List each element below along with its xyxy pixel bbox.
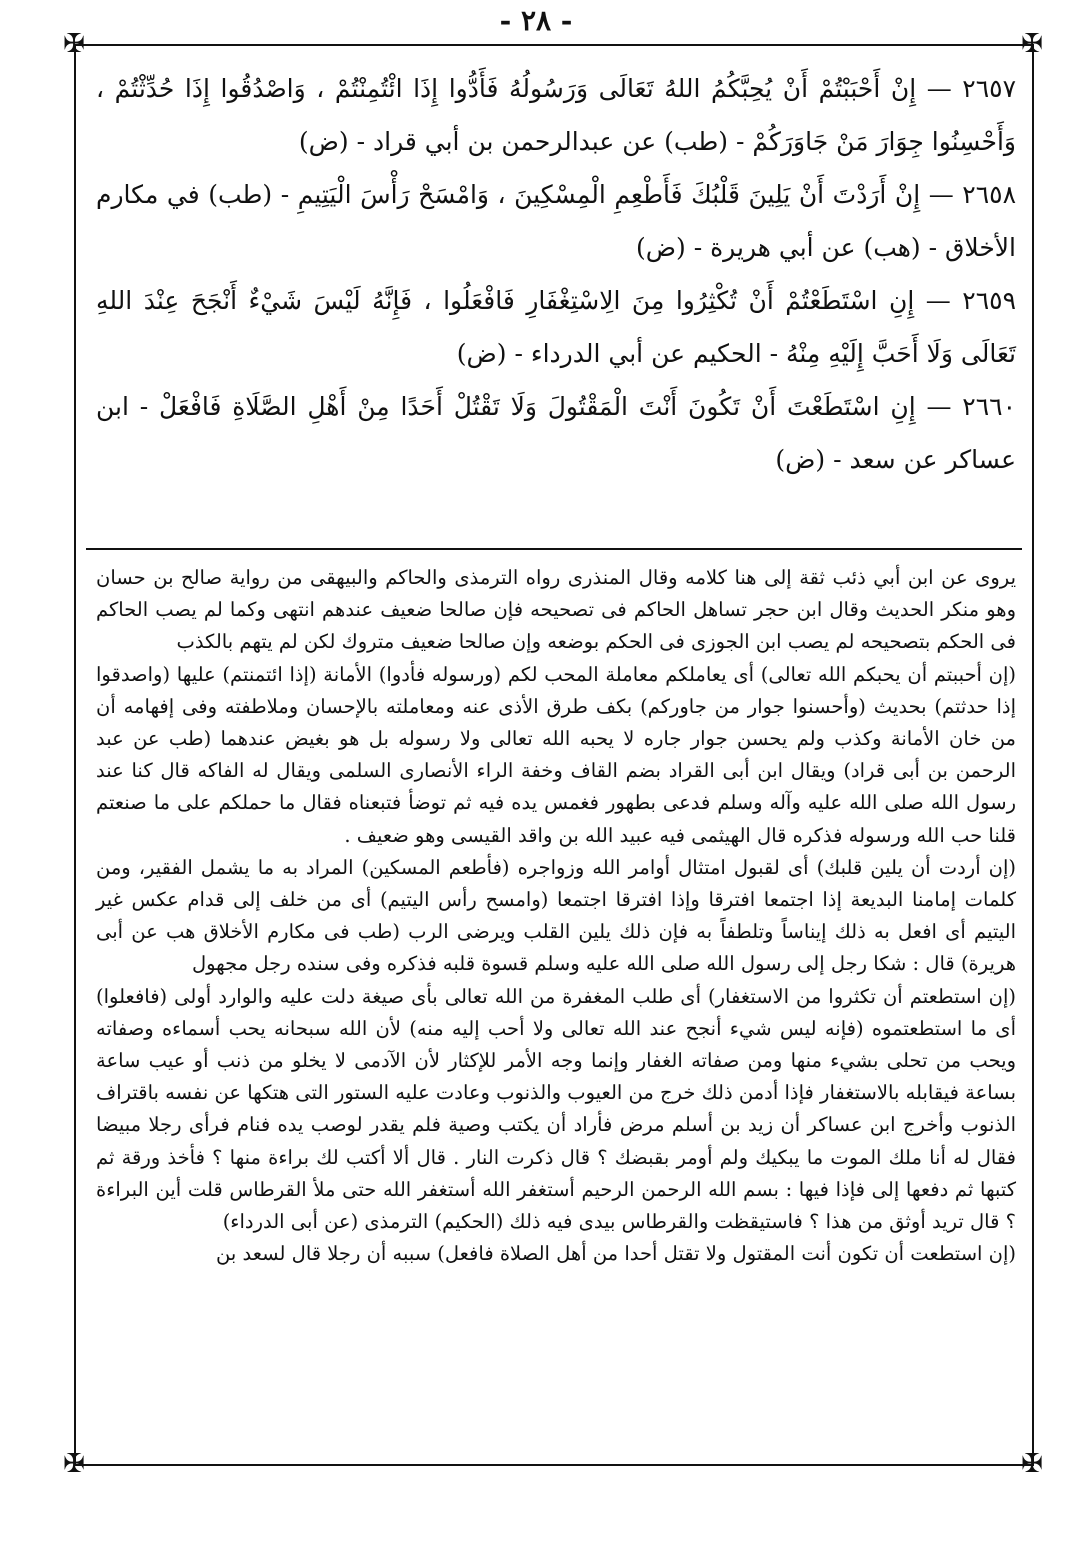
hadith-text: — إِنِ اسْتَطَعْتُمْ أَنْ تُكْثِرُوا مِنَ الِاسْتِغْفَارِ فَافْعَلُوا ، فَإِنَّهُ لَيْسَ شَيْءٌ أَنْجَحَ عِنْدَ اللهِ تَعَالَى وَلَا أَحَبَّ إِلَيْهِ مِنْهُ - الحكيم عن أبي الدرداء - (ض) bbox=[96, 286, 1016, 368]
frame-bottom-border bbox=[74, 1464, 1034, 1466]
commentary-paragraph: (إن أردت أن يلين قلبك) أى لقبول امتثال أوامر الله وزواجره (فأطعم المسكين) المراد به ما يشمل الفقير، ومن كلمات إمامنا البديعة إذا اجتمعا افترقا وإذا افترقا اجتمعا (وامسح رأس اليتيم) أى من خلف إلى قدام عكس غير اليتيم أى افعل به ذلك إيناساً وتلطفاً به فإن ذلك يلين القلب ويرضى الرب (طب فى مكارم الأخلاق هب عن أبى هريرة) قال : شكا رجل إلى رسول الله صلى الله عليه وسلم قسوة قلبه فذكره وفى سنده رجل مجهول bbox=[96, 855, 1016, 976]
commentary-paragraph: (إن استطعتم أن تكثروا من الاستغفار) أى طلب المغفرة من الله تعالى بأى صيغة دلت عليه والوارد أولى (فافعلوا) أى ما استطعتموه (فإنه ليس شيء أنجح عند الله تعالى ولا أحب إليه منه) لأن الله سبحانه يحب أسماءه وصفاته ويحب من تحلى بشيء منها ومن صفاته الغفار وإنما وجه الأمر للإكثار لأن الآدمى لا يخلو من ذنب أو عيب ساعة بساعة فيقابله بالاستغفار فإذا أدمن ذلك خرج من العيوب والذنوب وعادت عليه الستور التى هتكها عن نفسه باقتراف الذنوب وأخرج ابن عساكر أن زيد بن أسلم مرض فأراد أن يكتب وصية فلم يقدر لوصب يده فنام فرأى رجلا مبيضا فقال له أنا ملك الموت ما يبكيك ولم أومر بقبضك ؟ قال ذكرت النار . قال ألا أكتب لك براءة منها ؟ فأخذ ورقة ثم كتبها ثم دفعها إلى فإذا فيها : بسم الله الرحمن الرحيم أستغفر الله أستغفر الله حتى ملأ القرطاس قلت أين البراءة ؟ قال تريد أوثق من هذا ؟ فاستيقظت والقرطاس بيدى فيه ذلك (الحكيم) الترمذى (عن أبى الدرداء) bbox=[96, 984, 1016, 1234]
corner-ornament-icon: ✠ bbox=[63, 1449, 85, 1479]
corner-ornament-icon: ✠ bbox=[1021, 1449, 1043, 1479]
commentary-paragraph: (إن أحببتم أن يحبكم الله تعالى) أى يعاملكم معاملة المحب لكم (ورسوله فأدوا) الأمانة (إذا ائتمنتم) عليها (واصدقوا إذا حدثتم) بحديث (وأحسنوا جوار من جاوركم) بكف طرق الأذى عنه ومعاملته بالإحسان وملاطفته وفى إفهامه أن من خان الأمانة وكذب ولم يحسن جوار جاره لا يحبه الله تعالى ولا رسوله بل هو بغيض عندهما (طب عن عبد الرحمن بن أبى قراد) ويقال ابن أبى القراد بضم القاف وخفة الراء الأنصارى السلمى ويقال له الفاكه قال كنا عند رسول الله صلى الله عليه وآله وسلم فدعى بطهور فغمس يده فيه ثم توضأ فتبعناه فقال ما حملكم على ما صنعتم قلنا حب الله ورسوله فذكره قال الهيثمى فيه عبيد الله بن واقد القيسى وهو ضعيف . bbox=[96, 662, 1016, 847]
page-number: - ٢٨ - bbox=[499, 4, 573, 37]
frame-top-border bbox=[74, 44, 1034, 46]
commentary-section bbox=[96, 562, 1016, 1270]
corner-ornament-icon: ✠ bbox=[1021, 29, 1043, 59]
hadith-2659 bbox=[96, 274, 1016, 380]
hadith-number: ٢٦٥٨ bbox=[962, 180, 1016, 209]
section-divider bbox=[86, 548, 1022, 550]
hadith-number: ٢٦٥٩ bbox=[962, 286, 1017, 315]
corner-ornament-icon: ✠ bbox=[63, 29, 85, 59]
commentary-paragraph: يروى عن ابن أبي ذئب ثقة إلى هنا كلامه وقال المنذرى رواه الترمذى والحاكم والبيهقى من رواية صالح بن حسان وهو منكر الحديث وقال ابن حجر تساهل الحاكم فى تصحيحه فإن صالحا ضعيف عندهم انتهى وكما لم يصب الحاكم فى الحكم بتصحيحه لم يصب ابن الجوزى فى الحكم بوضعه وإن صالحا ضعيف متروك لكن لم يتهم بالكذب bbox=[96, 566, 1016, 654]
commentary-paragraph: (إن استطعت أن تكون أنت المقتول ولا تقتل أحدا من أهل الصلاة فافعل) سببه أن رجلا قال لسعد بن bbox=[216, 1242, 1016, 1266]
hadith-section bbox=[96, 62, 1016, 486]
hadith-2658 bbox=[96, 168, 1016, 274]
frame-left-border bbox=[74, 44, 76, 1464]
hadith-2660 bbox=[96, 380, 1016, 486]
hadith-text: — إِنْ أَحْبَبْتُمْ أَنْ يُحِبَّكُمُ اللهُ تَعَالَى وَرَسُولُهُ فَأَدُّوا إِذَا ائْتُمِنْتُمْ ، وَاصْدُقُوا إِذَا حُدِّثْتُمْ ، وَأَحْسِنُوا جِوَارَ مَنْ جَاوَرَكُمْ - (طب) عن عبدالرحمن بن أبي قراد - (ض) bbox=[96, 74, 1016, 156]
hadith-text: — إِنِ اسْتَطَعْتَ أَنْ تَكُونَ أَنْتَ الْمَقْتُولَ وَلَا تَقْتُلْ أَحَدًا مِنْ أَهْلِ الصَّلَاةِ فَافْعَلْ - ابن عساكر عن سعد - (ض) bbox=[96, 392, 1016, 474]
hadith-text: — إِنْ أَرَدْتَ أَنْ يَلِينَ قَلْبُكَ فَأَطْعِمِ الْمِسْكِينَ ، وَامْسَحْ رَأْسَ الْيَتِيمِ - (طب) في مكارم الأخلاق - (هب) عن أبي هريرة - (ض) bbox=[96, 180, 1016, 262]
hadith-2657 bbox=[96, 62, 1016, 168]
hadith-number: ٢٦٦٠ bbox=[962, 392, 1016, 421]
hadith-number: ٢٦٥٧ bbox=[962, 74, 1016, 103]
frame-right-border bbox=[1032, 44, 1034, 1464]
